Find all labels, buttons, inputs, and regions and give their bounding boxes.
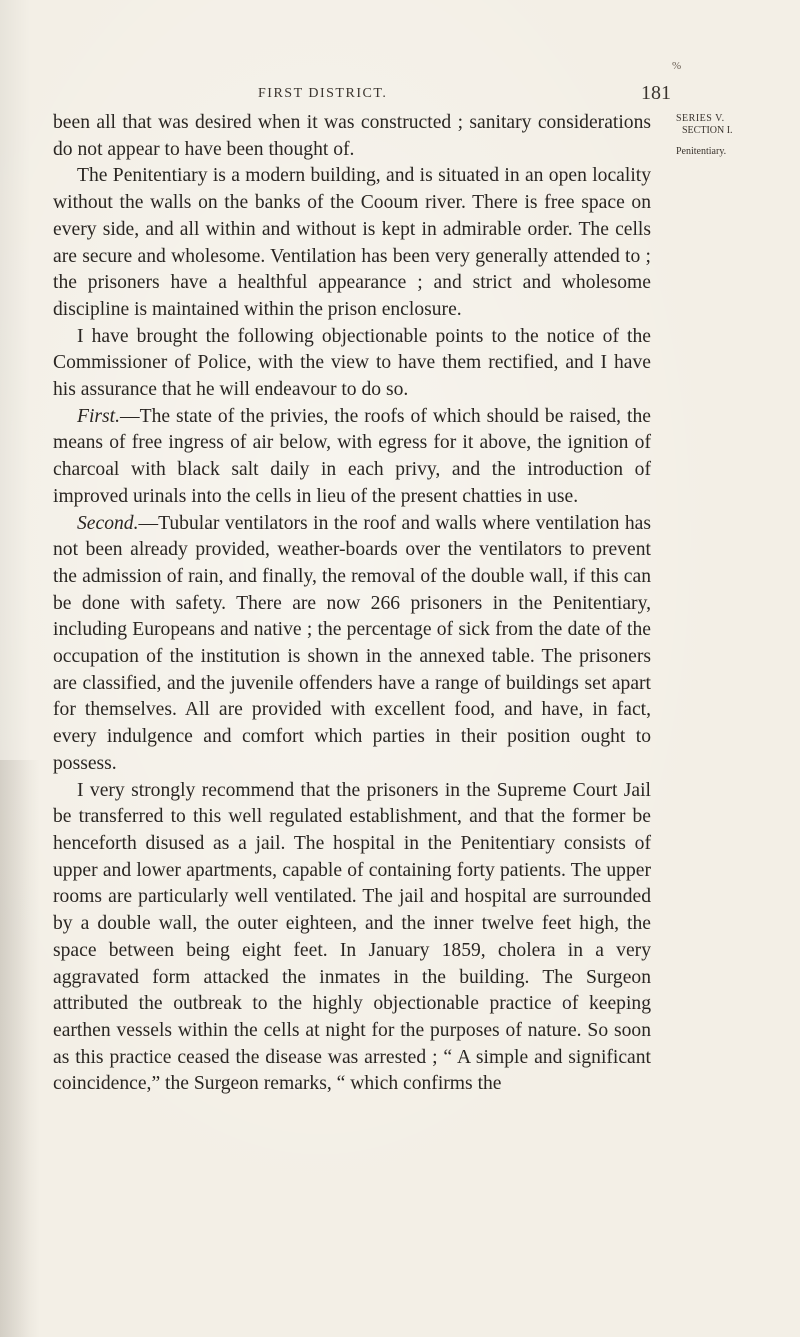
paragraph-lead: First. bbox=[77, 405, 121, 427]
margin-series: SERIES V. bbox=[676, 113, 725, 124]
running-head bbox=[0, 82, 800, 108]
paragraph-text: The Penitentiary is a modern building, and is situated in an open locality without the walls on the banks of the Cooum river. There is free space on every side, and all within and without is kept in admirable order. The cells are secure and wholesome. Ventilation has been very generally attended to ; the prisoners have a healthful appearance ; and strict and wholesome discipline is maintained within the prison enclosure. bbox=[53, 165, 651, 320]
margin-topic: Penitentiary. bbox=[676, 146, 727, 157]
gutter-shadow bbox=[0, 760, 40, 1337]
margin-note bbox=[676, 113, 800, 158]
paragraph-lead: Second. bbox=[77, 512, 139, 534]
paragraph-text: I very strongly recommend that the prisoners in the Supreme Court Jail be transferred to this well regulated establishment, and that the former be henceforth disused as a jail. The hospital in the Penitentiary consists of upper and lower apartments, capable of containing forty patients. The upper rooms are particularly well ventilated. The jail and hospital are surrounded by a double wall, the outer eighteen, and the inner twelve feet high, the space between being eight feet. In January 1859, cholera in a very aggravated form attacked the inmates in the building. The Surgeon attributed the outbreak to the highly objectionable practice of keeping earthen vessels within the cells at night for the purposes of nature. So soon as this practice ceased the disease was arrested ; “ A simple and significant coincidence,” the Surgeon remarks, “ which confirms the bbox=[53, 779, 651, 1095]
paragraph-objectionable-points bbox=[53, 324, 651, 404]
paragraph-recommendation bbox=[53, 778, 651, 1098]
paragraph-text: —The state of the privies, the roofs of which should be raised, the means of free ingress of air below, with egress for it above, the ignition of charcoal with black salt daily in each privy, and the introduction of improved urinals into the cells in lieu of the present chatties in use. bbox=[53, 405, 651, 507]
page-number: 181 bbox=[641, 82, 671, 104]
body-text bbox=[53, 110, 651, 1098]
district-heading: FIRST DISTRICT. bbox=[258, 86, 388, 101]
paragraph-penitentiary-description bbox=[53, 163, 651, 323]
margin-section: SECTION I. bbox=[682, 125, 733, 136]
paragraph-text: —Tubular ventilators in the roof and walls where ventilation has not been already provided, weather-boards over the ventilators to prevent the admission of rain, and finally, the removal of the double wall, if this can be done with safety. There are now 266 prisoners in the Penitentiary, including Europeans and native ; the percentage of sick from the date of the occupation of the institution is shown in the annexed table. The prisoners are classified, and the juvenile offenders have a range of buildings set apart for themselves. All are provided with excellent food, and have, in fact, every indulgence and comfort which parties in their position ought to possess. bbox=[53, 512, 651, 774]
paragraph-first-point bbox=[53, 404, 651, 511]
printer-mark: % bbox=[672, 60, 682, 72]
paragraph-text: been all that was desired when it was constructed ; sanitary considerations do not appear to have been thought of. bbox=[53, 112, 651, 160]
paragraph-text: I have brought the following objectionable points to the notice of the Commissioner of Police, with the view to have them rectified, and I have his assurance that he will endeavour to do so. bbox=[53, 325, 651, 401]
paragraph-continuation bbox=[53, 110, 651, 163]
paragraph-second-point bbox=[53, 511, 651, 778]
